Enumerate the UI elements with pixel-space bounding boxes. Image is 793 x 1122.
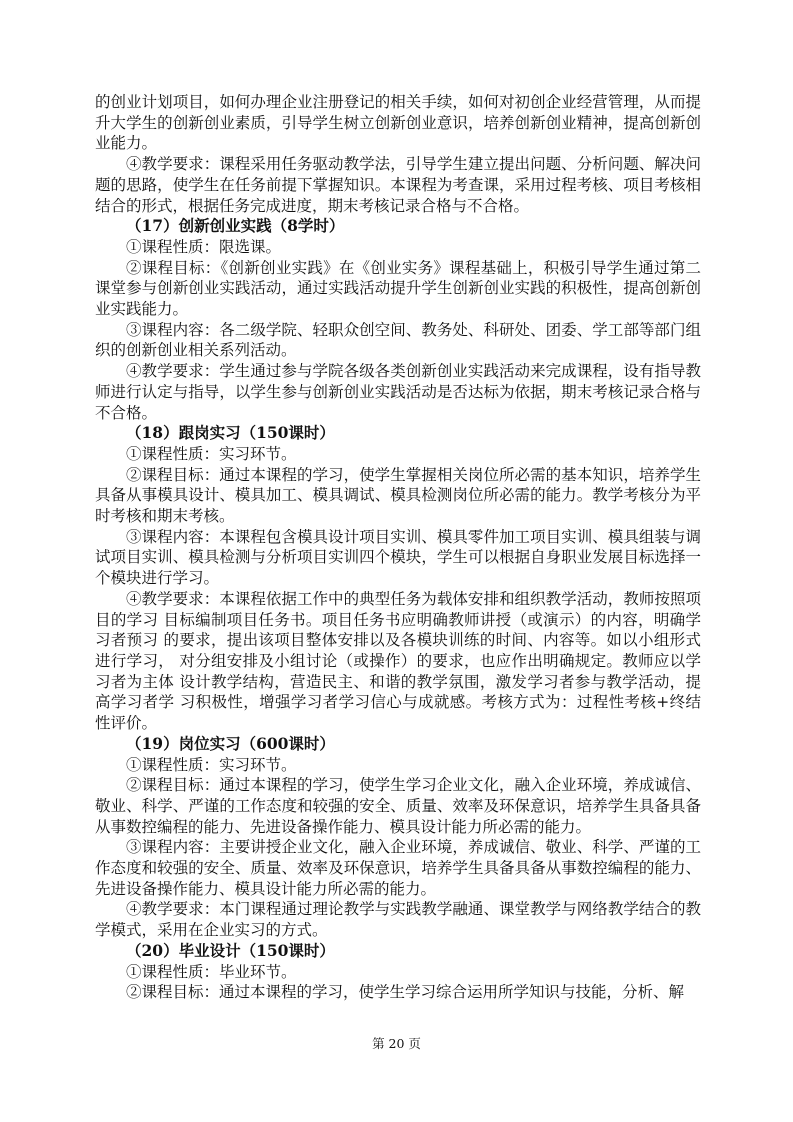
paragraph: ②课程目标：通过本课程的学习，使学生掌握相关岗位所必需的基本知识，培养学生具备从事模具设计、模具加工、模具调试、模具检测岗位所必需的能力。教学考核分为平时考核和期末考核。	[95, 465, 701, 526]
paragraph: ④教学要求：本课程依据工作中的典型任务为载体安排和组织教学活动，教师按照项目的学习 目标编制项目任务书。项目任务书应明确教师讲授（或演示）的内容，明确学习者预习 的要求，提出该项目整体安排以及各模块训练的时间、内容等。如以小组形式进行学习， 对分组安排及小组讨论（或操作）的要求，也应作出明确规定。教师应以学习者为主体 设计教学结构，营造民主、和谐的教学氛围，激发学习者参与教学活动，提高学习者学 习积极性，增强学习者学习信心与成就感。考核方式为：过程性考核+终结性评价。	[95, 589, 701, 733]
paragraph: ①课程性质：限选课。	[126, 237, 282, 256]
paragraph: ②课程目标：《创新创业实践》在《创业实务》课程基础上，积极引导学生通过第二课堂参与创新创业实践活动，通过实践活动提升学生创新创业实践的积极性，提高创新创业实践能力。	[95, 258, 701, 319]
section-heading: （20）毕业设计（150课时）	[126, 940, 335, 960]
document-body	[95, 92, 701, 1003]
paragraph: ③课程内容：本课程包含模具设计项目实训、模具零件加工项目实训、模具组装与调试项目实训、模具检测与分析项目实训四个模块，学生可以根据自身职业发展目标选择一个模块进行学习。	[95, 527, 701, 588]
paragraph: ①课程性质：毕业环节。	[126, 962, 297, 981]
paragraph: ③课程内容：主要讲授企业文化，融入企业环境，养成诚信、敬业、科学、严谨的工作态度和较强的安全、质量、效率及环保意识，培养学生具备具备从事数控编程的能力、先进设备操作能力、模具设计能力所必需的能力。	[95, 838, 701, 898]
section-heading: （19）岗位实习（600课时）	[126, 733, 335, 753]
paragraph: ①课程性质：实习环节。	[126, 755, 297, 774]
paragraph: ③课程内容：各二级学院、轻职众创空间、教务处、科研处、团委、学工部等部门组织的创新创业相关系列活动。	[95, 320, 701, 360]
paragraph: ②课程目标：通过本课程的学习，使学生学习综合运用所学知识与技能，分析、解	[126, 983, 685, 1002]
section-heading: （17）创新创业实践（8学时）	[126, 216, 345, 236]
paragraph: ④教学要求：课程采用任务驱动教学法，引导学生建立提出问题、分析问题、解决问题的思路，使学生在任务前提下掌握知识。本课程为考查课，采用过程考核、项目考核相结合的形式，根据任务完成进度，期末考核记录合格与不合格。	[95, 155, 701, 215]
section-heading: （18）跟岗实习（150课时）	[126, 423, 335, 443]
paragraph: ②课程目标：通过本课程的学习，使学生学习企业文化，融入企业环境，养成诚信、敬业、科学、严谨的工作态度和较强的安全、质量、效率及环保意识，培养学生具备具备从事数控编程的能力、先进设备操作能力、模具设计能力所必需的能力。	[95, 776, 701, 836]
paragraph: ④教学要求：学生通过参与学院各级各类创新创业实践活动来完成课程，设有指导教师进行认定与指导，以学生参与创新创业实践活动是否达标为依据，期末考核记录合格与不合格。	[95, 362, 701, 422]
paragraph: ①课程性质：实习环节。	[126, 444, 297, 463]
paragraph: 的创业计划项目，如何办理企业注册登记的相关手续，如何对初创企业经营管理，从而提升大学生的创新创业素质，引导学生树立创新创业意识，培养创新创业精神，提高创新创业能力。	[95, 93, 701, 153]
paragraph: ④教学要求：本门课程通过理论教学与实践教学融通、课堂教学与网络教学结合的教学模式，采用在企业实习的方式。	[95, 900, 701, 940]
page-number: 第 20 页	[372, 1036, 421, 1051]
